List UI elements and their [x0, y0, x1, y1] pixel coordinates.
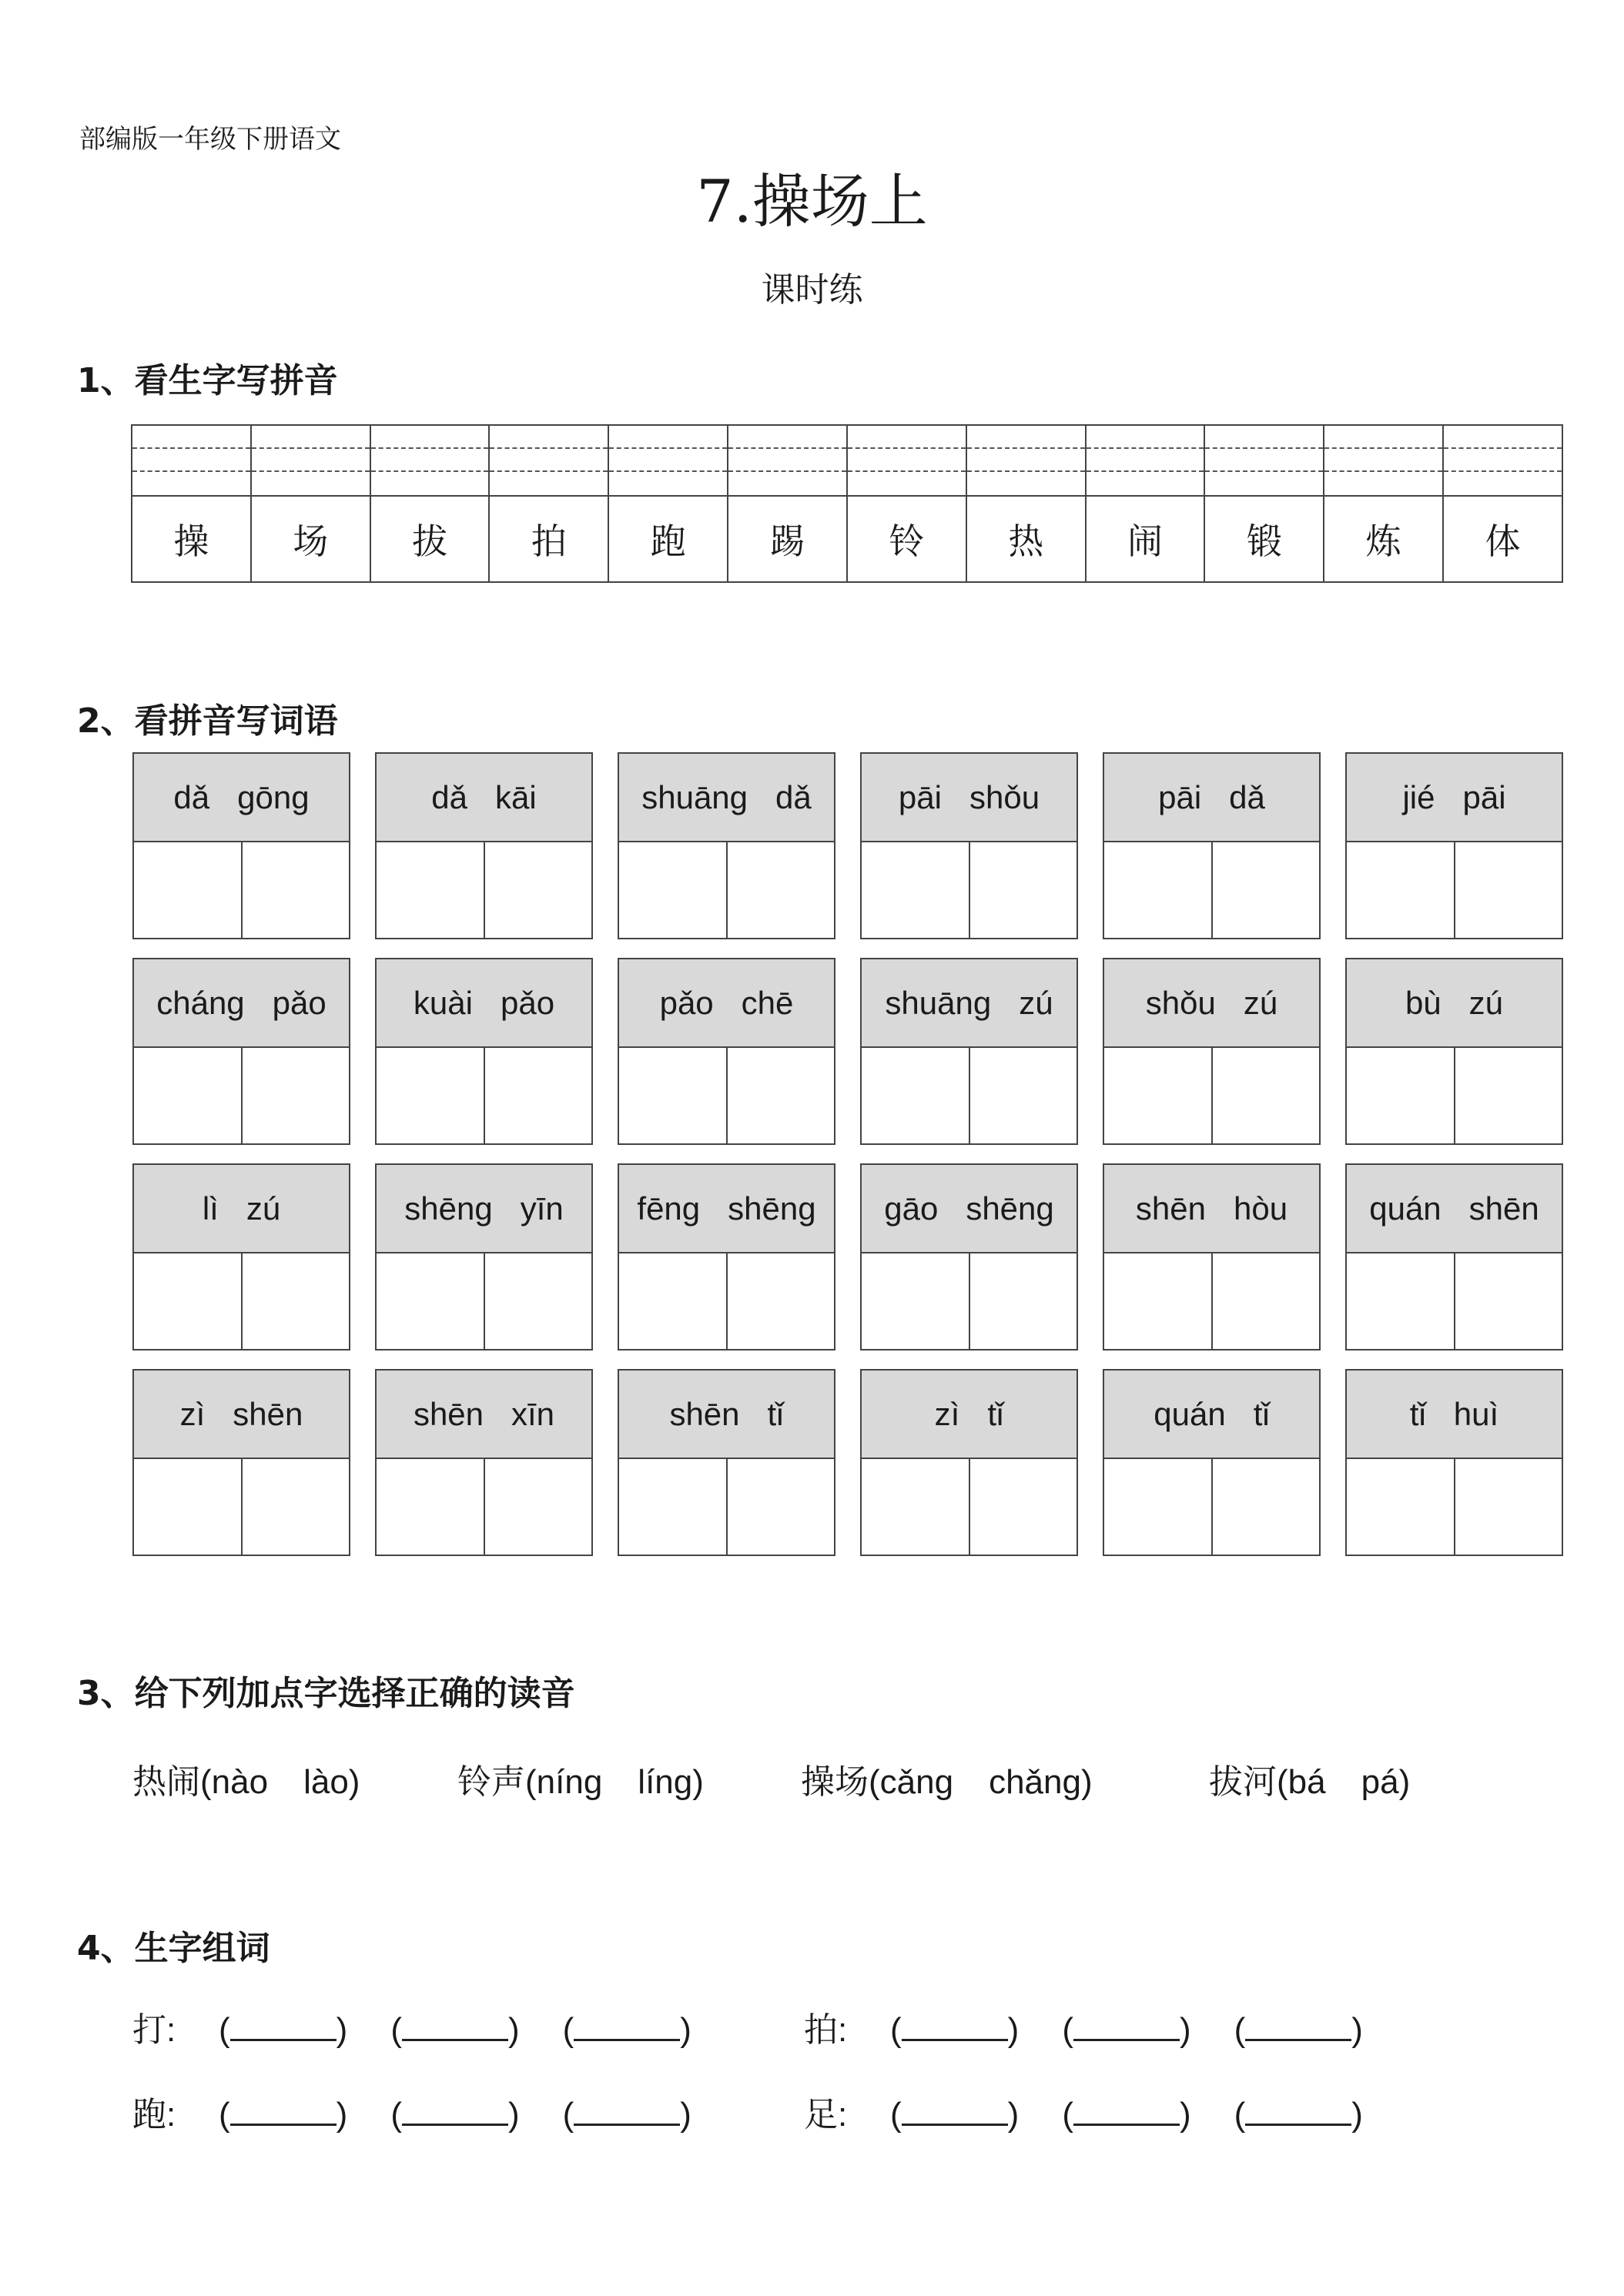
word-box — [132, 1369, 350, 1556]
guide-line — [490, 447, 608, 449]
char-writing-cell[interactable] — [1211, 1048, 1320, 1143]
pinyin-syllable: lì — [202, 1190, 219, 1227]
choice-word: 热闹 — [132, 1763, 200, 1801]
blank-line — [1245, 2016, 1351, 2041]
blank-line — [402, 2016, 508, 2041]
pinyin-syllable: zì — [179, 1395, 206, 1432]
pinyin-syllable: shēng — [966, 1190, 1054, 1227]
pinyin-label — [377, 754, 591, 842]
word-box — [132, 752, 350, 939]
char-writing-cell[interactable] — [619, 1048, 726, 1143]
word-box — [860, 752, 1078, 939]
guide-line — [967, 470, 1085, 472]
pinyin-label — [619, 1371, 834, 1459]
char-column — [370, 426, 489, 581]
pinyin-syllable: shǒu — [1145, 984, 1216, 1021]
word-box — [132, 1163, 350, 1350]
char-writing-cell[interactable] — [1104, 842, 1211, 938]
reading-option[interactable]: líng — [638, 1763, 693, 1801]
reading-choice-item — [801, 1754, 1093, 1803]
pinyin-label — [1104, 1165, 1319, 1253]
pinyin-label — [134, 1371, 349, 1459]
word-box — [618, 1369, 835, 1556]
char-writing-cell[interactable] — [726, 1253, 835, 1349]
pinyin-writing-cell[interactable] — [609, 426, 727, 497]
char-cell: 场 — [293, 520, 329, 562]
answer-blank[interactable]: ( ) — [219, 2011, 348, 2049]
pinyin-writing-cell[interactable] — [132, 426, 250, 497]
answer-blank[interactable]: ( ) — [562, 2011, 691, 2049]
char-column — [727, 426, 846, 581]
pinyin-syllable: shēng — [728, 1190, 816, 1227]
reading-choice-item — [132, 1754, 360, 1803]
pinyin-syllable: shuāng — [885, 984, 992, 1021]
char-writing-cell[interactable] — [134, 1253, 241, 1349]
reading-option[interactable]: chǎng — [989, 1763, 1081, 1801]
guide-line — [1324, 447, 1442, 449]
char-column — [488, 426, 608, 581]
reading-option[interactable]: pá — [1361, 1763, 1399, 1801]
word-box — [860, 1163, 1078, 1350]
close-paren: ) — [348, 1763, 360, 1801]
char-writing-cell[interactable] — [726, 1459, 835, 1555]
char-cell: 热 — [1008, 520, 1044, 562]
pinyin-label — [862, 754, 1077, 842]
pinyin-syllable: hòu — [1234, 1190, 1288, 1227]
char-cell: 炼 — [1365, 520, 1401, 562]
pinyin-label — [377, 1165, 591, 1253]
char-column — [1442, 426, 1562, 581]
pinyin-syllable: zì — [934, 1395, 960, 1432]
answer-blank[interactable]: ( ) — [390, 2011, 520, 2049]
char-writing-cell[interactable] — [726, 1048, 835, 1143]
choice-word: 拔河 — [1209, 1763, 1277, 1801]
answer-blank[interactable]: ( ) — [1062, 2096, 1191, 2134]
char-writing-cell[interactable] — [484, 1459, 592, 1555]
page-title: 7.操场上 — [696, 167, 928, 236]
char-writing-cell[interactable] — [1454, 1048, 1562, 1143]
char-column — [1323, 426, 1442, 581]
pinyin-syllable: dǎ — [173, 778, 210, 815]
pinyin-syllable: zú — [1019, 984, 1053, 1021]
guide-line — [1087, 470, 1204, 472]
word-box — [1103, 1163, 1321, 1350]
word-box — [860, 958, 1078, 1145]
pinyin-writing-cell[interactable] — [1324, 426, 1442, 497]
char-writing-cell[interactable] — [241, 1253, 350, 1349]
section4-title: 4、生字组词 — [77, 1929, 270, 1968]
guide-line — [252, 447, 370, 449]
pinyin-syllable: chē — [741, 984, 794, 1021]
char-column — [1085, 426, 1204, 581]
pinyin-syllable: shēng — [404, 1190, 493, 1227]
guide-line — [371, 470, 489, 472]
pinyin-syllable: quán — [1369, 1190, 1442, 1227]
char-writing-cell[interactable] — [969, 1048, 1077, 1143]
section2-title: 2、看拼音写词语 — [77, 701, 338, 741]
char-writing-cell[interactable] — [1454, 1459, 1562, 1555]
char-writing-cell[interactable] — [484, 1253, 592, 1349]
guide-line — [609, 470, 727, 472]
pinyin-label — [377, 1371, 591, 1459]
pinyin-label — [1347, 1165, 1562, 1253]
reading-option[interactable]: bá — [1287, 1763, 1326, 1801]
word-box — [132, 958, 350, 1145]
pinyin-label — [1104, 959, 1319, 1048]
char-writing-cell[interactable] — [377, 842, 484, 938]
guide-line — [490, 470, 608, 472]
char-writing-cell[interactable] — [134, 1048, 241, 1143]
page-subtitle: 课时练 — [761, 270, 863, 310]
guide-line — [371, 447, 489, 449]
guide-line — [132, 470, 250, 472]
word-box — [375, 752, 593, 939]
pinyin-syllable: dǎ — [1229, 778, 1265, 815]
pinyin-writing-cell[interactable] — [371, 426, 489, 497]
word-formation-char: 足: — [804, 2096, 848, 2134]
blank-line — [1073, 2100, 1180, 2126]
pinyin-syllable: zú — [1243, 984, 1278, 1021]
pinyin-writing-cell[interactable] — [967, 426, 1085, 497]
answer-blank[interactable]: ( ) — [890, 2011, 1020, 2049]
word-box — [1103, 958, 1321, 1145]
char-writing-cell[interactable] — [241, 842, 350, 938]
answer-blank[interactable]: ( ) — [890, 2096, 1020, 2134]
word-box — [1103, 752, 1321, 939]
open-paren: ( — [869, 1763, 880, 1801]
word-box — [618, 958, 835, 1145]
char-writing-cell[interactable] — [484, 842, 592, 938]
word-box — [375, 1163, 593, 1350]
word-formation-row — [804, 2002, 1406, 2051]
pinyin-syllable: dǎ — [775, 778, 812, 815]
char-writing-cell[interactable] — [1347, 1459, 1454, 1555]
pinyin-syllable: dǎ — [431, 778, 467, 815]
reading-option[interactable]: nào — [211, 1763, 269, 1801]
char-column — [132, 426, 250, 581]
word-box — [1103, 1369, 1321, 1556]
char-writing-cell[interactable] — [619, 1459, 726, 1555]
pinyin-syllable: zú — [1468, 984, 1504, 1021]
choice-word: 铃声 — [457, 1763, 525, 1801]
char-writing-cell[interactable] — [969, 842, 1077, 938]
pinyin-syllable: shǒu — [969, 778, 1040, 815]
word-formation-char: 拍: — [804, 2011, 848, 2049]
blank-line — [1245, 2100, 1351, 2126]
blank-line — [1073, 2016, 1180, 2041]
blank-line — [230, 2100, 337, 2126]
pinyin-label — [1104, 1371, 1319, 1459]
pinyin-syllable: tǐ — [987, 1395, 1004, 1432]
char-writing-cell[interactable] — [862, 1048, 969, 1143]
answer-blank[interactable]: ( ) — [1234, 2011, 1363, 2049]
pinyin-syllable: shēn — [1468, 1190, 1539, 1227]
open-paren: ( — [1277, 1763, 1288, 1801]
pinyin-writing-cell[interactable] — [252, 426, 370, 497]
char-writing-cell[interactable] — [1104, 1459, 1211, 1555]
char-writing-cell[interactable] — [1347, 1253, 1454, 1349]
char-writing-cell[interactable] — [241, 1459, 350, 1555]
pinyin-syllable: shēn — [413, 1395, 484, 1432]
pinyin-label — [619, 959, 834, 1048]
guide-line — [1324, 470, 1442, 472]
pinyin-syllable: fēng — [637, 1190, 701, 1227]
word-formation-row — [804, 2087, 1406, 2136]
pinyin-label — [1104, 754, 1319, 842]
char-writing-cell[interactable] — [969, 1459, 1077, 1555]
guide-line — [848, 470, 966, 472]
word-box — [1345, 1369, 1563, 1556]
pinyin-label — [134, 754, 349, 842]
word-formation-char: 跑: — [132, 2096, 176, 2134]
pinyin-syllable: shuāng — [641, 778, 748, 815]
pinyin-label — [134, 1165, 349, 1253]
pinyin-syllable: gāo — [884, 1190, 939, 1227]
pinyin-syllable: kāi — [495, 778, 537, 815]
pinyin-label — [862, 959, 1077, 1048]
char-writing-cell[interactable] — [1104, 1253, 1211, 1349]
char-writing-cell[interactable] — [484, 1048, 592, 1143]
guide-line — [252, 470, 370, 472]
guide-line — [1444, 470, 1562, 472]
pinyin-writing-cell[interactable] — [728, 426, 846, 497]
blank-line — [902, 2016, 1008, 2041]
word-box — [1345, 752, 1563, 939]
close-paren: ) — [692, 1763, 704, 1801]
char-writing-cell[interactable] — [241, 1048, 350, 1143]
pinyin-label — [619, 1165, 834, 1253]
guide-line — [848, 447, 966, 449]
word-box — [375, 958, 593, 1145]
blank-line — [574, 2100, 680, 2126]
blank-line — [402, 2100, 508, 2126]
char-column — [608, 426, 727, 581]
pinyin-writing-cell[interactable] — [1444, 426, 1562, 497]
char-cell: 跑 — [650, 520, 686, 562]
char-writing-cell[interactable] — [969, 1253, 1077, 1349]
blank-line — [230, 2016, 337, 2041]
reading-option[interactable]: lào — [303, 1763, 349, 1801]
guide-line — [728, 447, 846, 449]
section3-title: 3、给下列加点字选择正确的读音 — [77, 1674, 575, 1713]
series-label: 部编版一年级下册语文 — [79, 124, 341, 155]
guide-line — [1205, 447, 1323, 449]
char-column — [1204, 426, 1323, 581]
reading-choice-item — [457, 1754, 704, 1803]
guide-line — [132, 447, 250, 449]
char-cell: 闹 — [1127, 520, 1164, 562]
guide-line — [1205, 470, 1323, 472]
pinyin-label — [862, 1165, 1077, 1253]
pinyin-syllable: xīn — [511, 1395, 555, 1432]
guide-line — [967, 447, 1085, 449]
word-box — [860, 1369, 1078, 1556]
char-writing-cell[interactable] — [377, 1459, 484, 1555]
char-cell: 锻 — [1246, 520, 1282, 562]
pinyin-label — [1347, 959, 1562, 1048]
char-cell: 体 — [1485, 520, 1521, 562]
pinyin-label — [134, 959, 349, 1048]
close-paren: ) — [1080, 1763, 1093, 1801]
pinyin-syllable: quán — [1154, 1395, 1226, 1432]
word-box — [375, 1369, 593, 1556]
pinyin-syllable: kuài — [413, 984, 473, 1021]
reading-option[interactable]: níng — [536, 1763, 603, 1801]
pinyin-label — [862, 1371, 1077, 1459]
pinyin-syllable: tǐ — [1253, 1395, 1270, 1432]
pinyin-syllable: huì — [1453, 1395, 1499, 1432]
pinyin-label — [619, 754, 834, 842]
answer-blank[interactable]: ( ) — [1062, 2011, 1191, 2049]
guide-line — [609, 447, 727, 449]
pinyin-syllable: shēn — [233, 1395, 303, 1432]
pinyin-syllable: shēn — [669, 1395, 740, 1432]
pinyin-syllable: jié — [1402, 778, 1435, 815]
word-formation-row — [132, 2002, 735, 2051]
guide-line — [728, 470, 846, 472]
pinyin-syllable: pāi — [1158, 778, 1202, 815]
char-cell: 拍 — [531, 520, 567, 562]
pinyin-writing-cell[interactable] — [1087, 426, 1204, 497]
pinyin-syllable: shēn — [1135, 1190, 1206, 1227]
pinyin-writing-cell[interactable] — [1205, 426, 1323, 497]
pinyin-writing-cell[interactable] — [848, 426, 966, 497]
answer-blank[interactable]: ( ) — [219, 2096, 348, 2134]
char-cell: 操 — [173, 520, 209, 562]
pinyin-syllable: pǎo — [659, 984, 714, 1021]
char-writing-cell[interactable] — [377, 1048, 484, 1143]
char-writing-cell[interactable] — [377, 1253, 484, 1349]
pinyin-label — [1347, 1371, 1562, 1459]
section1-title: 1、看生字写拼音 — [77, 361, 338, 400]
char-cell: 踢 — [769, 520, 805, 562]
pinyin-syllable: zú — [246, 1190, 281, 1227]
pinyin-label — [1347, 754, 1562, 842]
answer-blank[interactable]: ( ) — [390, 2096, 520, 2134]
char-writing-cell[interactable] — [1211, 1459, 1320, 1555]
char-writing-cell[interactable] — [1104, 1048, 1211, 1143]
pinyin-writing-table — [131, 424, 1563, 583]
answer-blank[interactable]: ( ) — [562, 2096, 691, 2134]
word-box — [1345, 958, 1563, 1145]
pinyin-syllable: tǐ — [767, 1395, 784, 1432]
char-writing-cell[interactable] — [619, 842, 726, 938]
pinyin-syllable: pǎo — [500, 984, 555, 1021]
open-paren: ( — [200, 1763, 212, 1801]
reading-choice-item — [1209, 1754, 1410, 1803]
char-writing-cell[interactable] — [1347, 842, 1454, 938]
pinyin-writing-cell[interactable] — [490, 426, 608, 497]
blank-line — [574, 2016, 680, 2041]
word-formation-row — [132, 2087, 735, 2136]
char-cell: 铃 — [889, 520, 925, 562]
char-writing-cell[interactable] — [619, 1253, 726, 1349]
char-writing-cell[interactable] — [1211, 1253, 1320, 1349]
close-paren: ) — [1398, 1763, 1411, 1801]
pinyin-syllable: yīn — [520, 1190, 564, 1227]
word-box — [618, 752, 835, 939]
char-writing-cell[interactable] — [1211, 842, 1320, 938]
reading-option[interactable]: cǎng — [879, 1763, 954, 1801]
char-column — [966, 426, 1085, 581]
choice-word: 操场 — [801, 1763, 869, 1801]
char-writing-cell[interactable] — [1347, 1048, 1454, 1143]
char-column — [250, 426, 370, 581]
guide-line — [1087, 447, 1204, 449]
pinyin-syllable: pāi — [898, 778, 942, 815]
char-writing-cell[interactable] — [1454, 842, 1562, 938]
char-writing-cell[interactable] — [862, 1253, 969, 1349]
char-column — [846, 426, 966, 581]
char-cell: 拔 — [412, 520, 448, 562]
pinyin-syllable: tǐ — [1409, 1395, 1426, 1432]
guide-line — [1444, 447, 1562, 449]
pinyin-syllable: pāi — [1462, 778, 1506, 815]
char-writing-cell[interactable] — [862, 1459, 969, 1555]
open-paren: ( — [525, 1763, 537, 1801]
char-writing-cell[interactable] — [862, 842, 969, 938]
word-formation-char: 打: — [132, 2011, 176, 2049]
pinyin-syllable: bù — [1405, 984, 1442, 1021]
pinyin-label — [377, 959, 591, 1048]
blank-line — [902, 2100, 1008, 2126]
pinyin-syllable: gōng — [237, 778, 310, 815]
pinyin-syllable: cháng — [156, 984, 245, 1021]
word-box — [1345, 1163, 1563, 1350]
char-writing-cell[interactable] — [134, 1459, 241, 1555]
char-writing-cell[interactable] — [726, 842, 835, 938]
answer-blank[interactable]: ( ) — [1234, 2096, 1363, 2134]
pinyin-syllable: pǎo — [272, 984, 326, 1021]
word-box — [618, 1163, 835, 1350]
char-writing-cell[interactable] — [1454, 1253, 1562, 1349]
char-writing-cell[interactable] — [134, 842, 241, 938]
